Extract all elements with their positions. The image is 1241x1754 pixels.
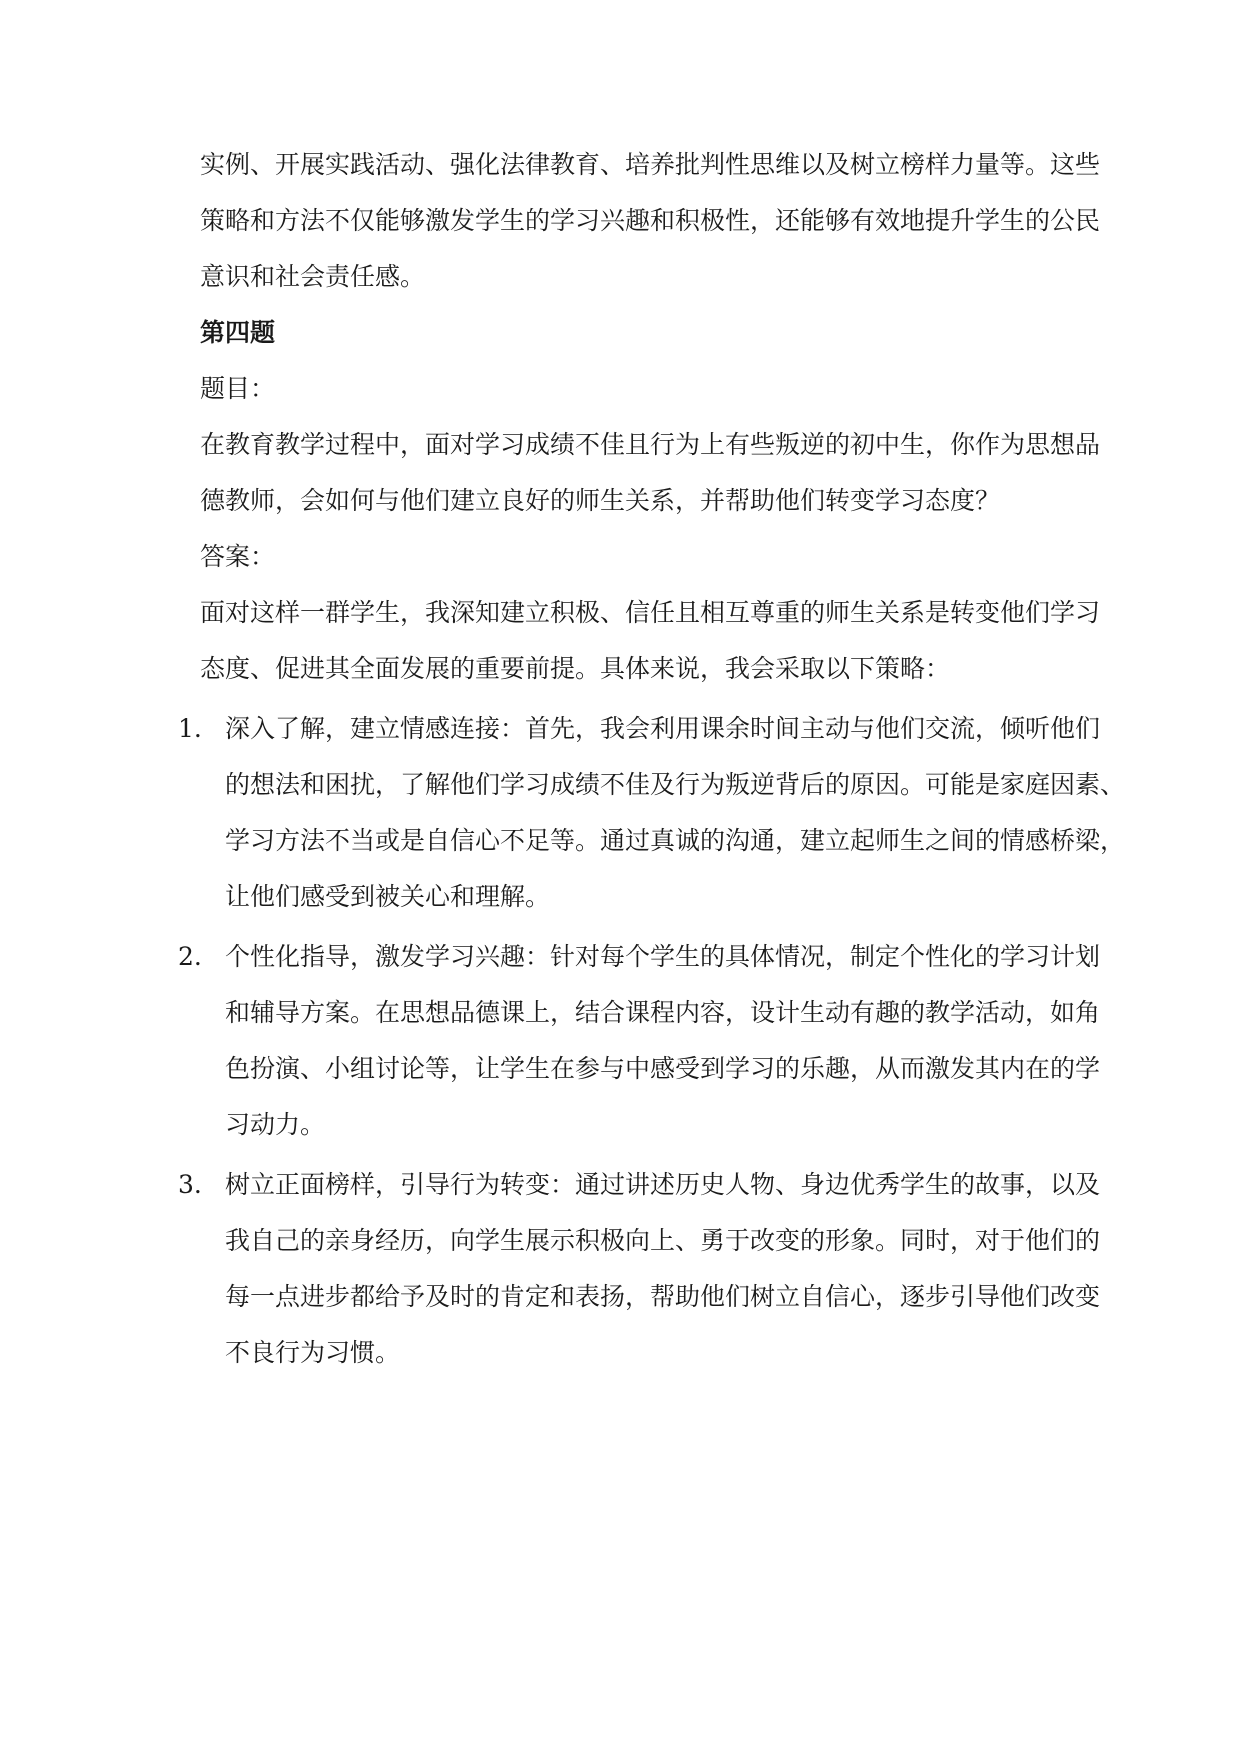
- question-text-line: 在教育教学过程中，面对学习成绩不佳且行为上有些叛逆的初中生，你作为思想品: [200, 430, 1101, 459]
- intro-paragraph-line: 意识和社会责任感。: [200, 262, 426, 291]
- list-item-line: 我自己的亲身经历，向学生展示积极向上、勇于改变的形象。同时，对于他们的: [225, 1226, 1101, 1255]
- list-item-line: 学习方法不当或是自信心不足等。通过真诚的沟通，建立起师生之间的情感桥梁，: [225, 826, 1126, 855]
- question-text-line: 德教师，会如何与他们建立良好的师生关系，并帮助他们转变学习态度？: [200, 486, 1001, 515]
- section-heading: 第四题: [200, 318, 276, 347]
- list-item-line: 和辅导方案。在思想品德课上，结合课程内容，设计生动有趣的教学活动，如角: [225, 998, 1101, 1027]
- intro-paragraph-line: 实例、开展实践活动、强化法律教育、培养批判性思维以及树立榜样力量等。这些: [200, 150, 1101, 179]
- list-item-number: 3.: [178, 1170, 202, 1199]
- answer-text-line: 面对这样一群学生，我深知建立积极、信任且相互尊重的师生关系是转变他们学习: [200, 598, 1101, 627]
- answer-label: 答案：: [200, 542, 276, 571]
- list-item-line: 习动力。: [225, 1110, 326, 1139]
- list-item-line: 个性化指导，激发学习兴趣：针对每个学生的具体情况，制定个性化的学习计划: [225, 942, 1101, 971]
- list-item-number: 2.: [178, 942, 202, 971]
- list-item-line: 让他们感受到被关心和理解。: [225, 882, 551, 911]
- list-item-line: 深入了解，建立情感连接：首先，我会利用课余时间主动与他们交流，倾听他们: [225, 714, 1101, 743]
- question-label: 题目：: [200, 374, 276, 403]
- list-item-line: 不良行为习惯。: [225, 1338, 401, 1367]
- list-item-line: 的想法和困扰，了解他们学习成绩不佳及行为叛逆背后的原因。可能是家庭因素、: [225, 770, 1126, 799]
- intro-paragraph-line: 策略和方法不仅能够激发学生的学习兴趣和积极性，还能够有效地提升学生的公民: [200, 206, 1101, 235]
- list-item-number: 1.: [178, 714, 202, 743]
- list-item-line: 每一点进步都给予及时的肯定和表扬，帮助他们树立自信心，逐步引导他们改变: [225, 1282, 1101, 1311]
- list-item-line: 树立正面榜样，引导行为转变：通过讲述历史人物、身边优秀学生的故事，以及: [225, 1170, 1101, 1199]
- answer-text-line: 态度、促进其全面发展的重要前提。具体来说，我会采取以下策略：: [200, 654, 951, 683]
- list-item-line: 色扮演、小组讨论等，让学生在参与中感受到学习的乐趣，从而激发其内在的学: [225, 1054, 1101, 1083]
